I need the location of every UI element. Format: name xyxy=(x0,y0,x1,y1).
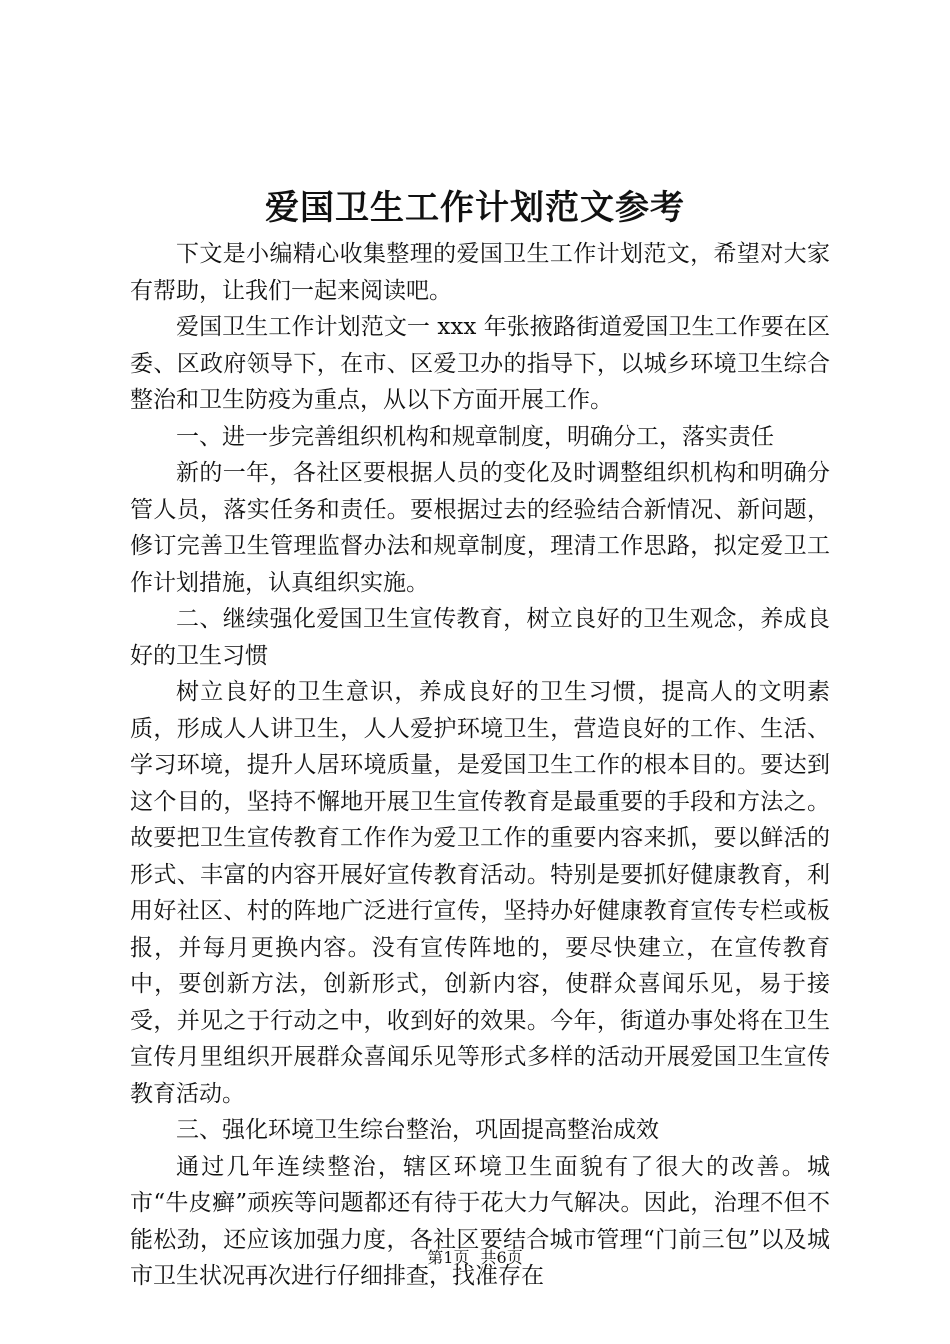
paragraph-section-2: 树立良好的卫生意识，养成良好的卫生习惯，提高人的文明素质，形成人人讲卫生，人人爱护环境卫生，营造良好的工作、生活、学习环境，提升人居环境质量，是爱国卫生工作的根本目的。要达到这个目的，坚持不懈地开展卫生宣传教育是最重要的手段和方法之。故要把卫生宣传教育工作作为爱卫工作的重要内容来抓，要以鲜活的形式、丰富的内容开展好宣传教育活动。特别是要抓好健康教育，利用好社区、村的阵地广泛进行宣传，坚持办好健康教育宣传专栏或板报，并每月更换内容。没有宣传阵地的，要尽快建立，在宣传教育中，要创新方法，创新形式，创新内容，使群众喜闻乐见，易于接受，并见之于行动之中，收到好的效果。今年，街道办事处将在卫生宣传月里组织开展群众喜闻乐见等形式多样的活动开展爱国卫生宣传教育活动。 xyxy=(130,679,830,1107)
section-heading-1: 一、进一步完善组织机构和规章制度，明确分工，落实责任 xyxy=(176,423,774,450)
page-number: 第1页 xyxy=(427,1248,470,1267)
paragraph-section-3: 通过几年连续整治，辖区环境卫生面貌有了很大的改善。城市“牛皮癣”顽疾等问题都还有待于花大力气解决。因此，治理不但不能松劲，还应该加强力度，各社区要结合城市管理“门前三包”以及城市卫生状况再次进行仔细排查，找准存在 xyxy=(130,1153,830,1289)
document-title: 爱国卫生工作计划范文参考 xyxy=(265,188,685,228)
document-body xyxy=(130,236,830,1295)
paragraph-overview: 爱国卫生工作计划范文一 xxx 年张掖路街道爱国卫生工作要在区委、区政府领导下，在市、区爱卫办的指导下，以城乡环境卫生综合整治和卫生防疫为重点，从以下方面开展工作。 xyxy=(130,314,830,413)
section-heading-3: 三、强化环境卫生综台整治，巩固提高整治成效 xyxy=(176,1117,659,1143)
page-total: 共6页 xyxy=(480,1248,523,1267)
section-heading-2: 二、继续强化爱国卫生宣传教育，树立良好的卫生观念，养成良好的卫生习惯 xyxy=(130,606,830,669)
paragraph-intro: 下文是小编精心收集整理的爱国卫生工作计划范文，希望对大家有帮助，让我们一起来阅读吧。 xyxy=(130,241,830,304)
page-footer xyxy=(0,1245,950,1268)
paragraph-section-1: 新的一年，各社区要根据人员的变化及时调整组织机构和明确分管人员，落实任务和责任。要根据过去的经验结合新情况、新问题，修订完善卫生管理监督办法和规章制度，理清工作思路，拟定爱卫工作计划措施，认真组织实施。 xyxy=(130,460,830,596)
